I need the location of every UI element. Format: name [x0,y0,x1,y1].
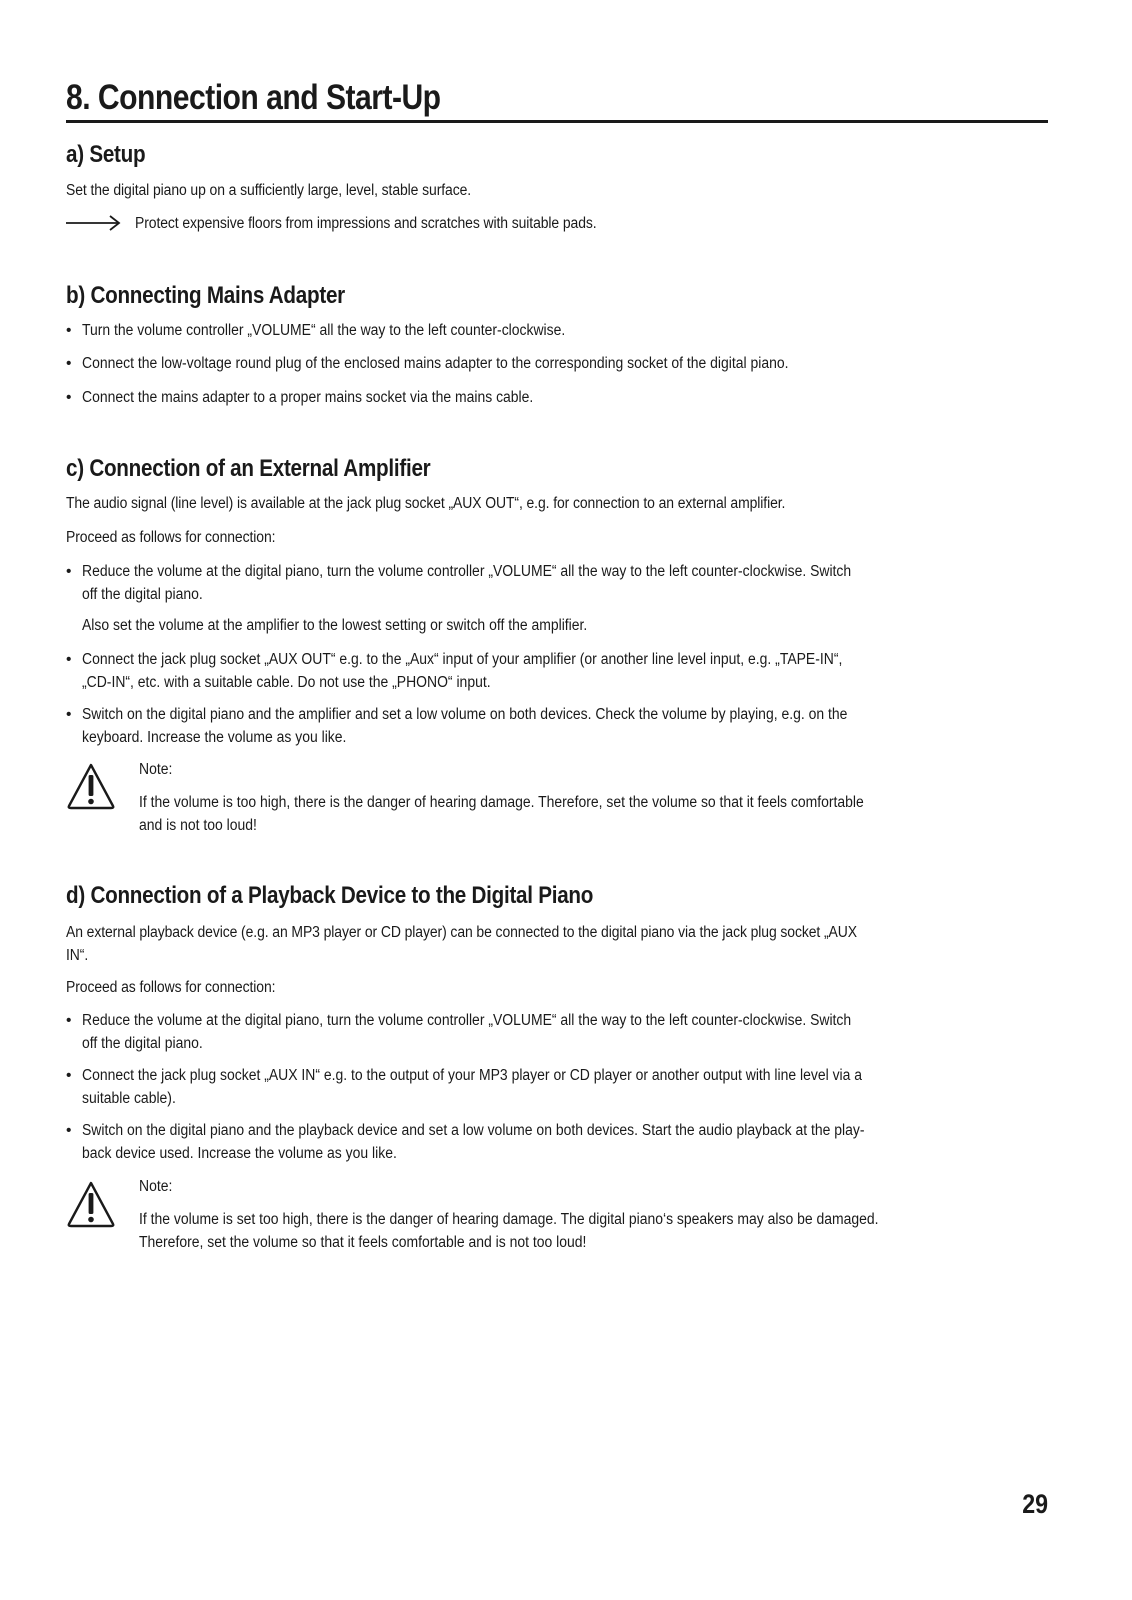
amplifier-bullet-extra: Also set the volume at the amplifier to the lowest setting or switch off the amplifier. [82,617,588,634]
bullet: • [66,1067,72,1084]
bullet: • [66,706,72,723]
section-heading-playback-device: d) Connection of a Playback Device to the Digital Piano [66,882,594,909]
amplifier-intro: The audio signal (line level) is available at the jack plug socket „AUX OUT“, e.g. for connection to an external amplifier. [66,495,786,512]
section-heading-mains-adapter: b) Connecting Mains Adapter [66,282,345,309]
playback-proceed: Proceed as follows for connection: [66,979,276,996]
bullet: • [66,355,72,372]
page-number: 29 [1022,1489,1048,1519]
bullet: • [66,389,72,406]
bullet: • [66,322,72,339]
bullet: • [66,1012,72,1029]
bullet: • [66,563,72,580]
bullet: • [66,1122,72,1139]
setup-text: Set the digital piano up on a sufficiently large, level, stable surface. [66,182,472,199]
page-title: 8. Connection and Start-Up [66,78,441,117]
setup-arrow-note: Protect expensive floors from impressions and scratches with suitable pads. [135,215,597,232]
warning-triangle-icon [66,1180,116,1228]
bullet: • [66,651,72,668]
warning-triangle-icon [66,762,116,810]
amplifier-proceed: Proceed as follows for connection: [66,529,276,546]
section-heading-external-amplifier: c) Connection of an External Amplifier [66,455,431,482]
section-heading-setup: a) Setup [66,141,146,168]
arrow-right-icon [66,213,124,233]
amplifier-note: Note: If the volume is too high, there is the danger of hearing damage. Therefore, set the volume so that it feels comfortable and is not too loud! [139,758,1048,837]
title-rule [66,120,1048,123]
playback-note: Note: If the volume is set too high, there is the danger of hearing damage. The digital piano‘s speakers may also be damaged. Therefore, set the volume so that it feels comfortable and is not too loud! [139,1175,1048,1254]
note-label: Note: [139,761,173,778]
playback-intro: An external playback device (e.g. an MP3 player or CD player) can be connected to the digital piano via the jack plug socket „AUX IN“. [66,924,857,964]
note-label: Note: [139,1178,173,1195]
